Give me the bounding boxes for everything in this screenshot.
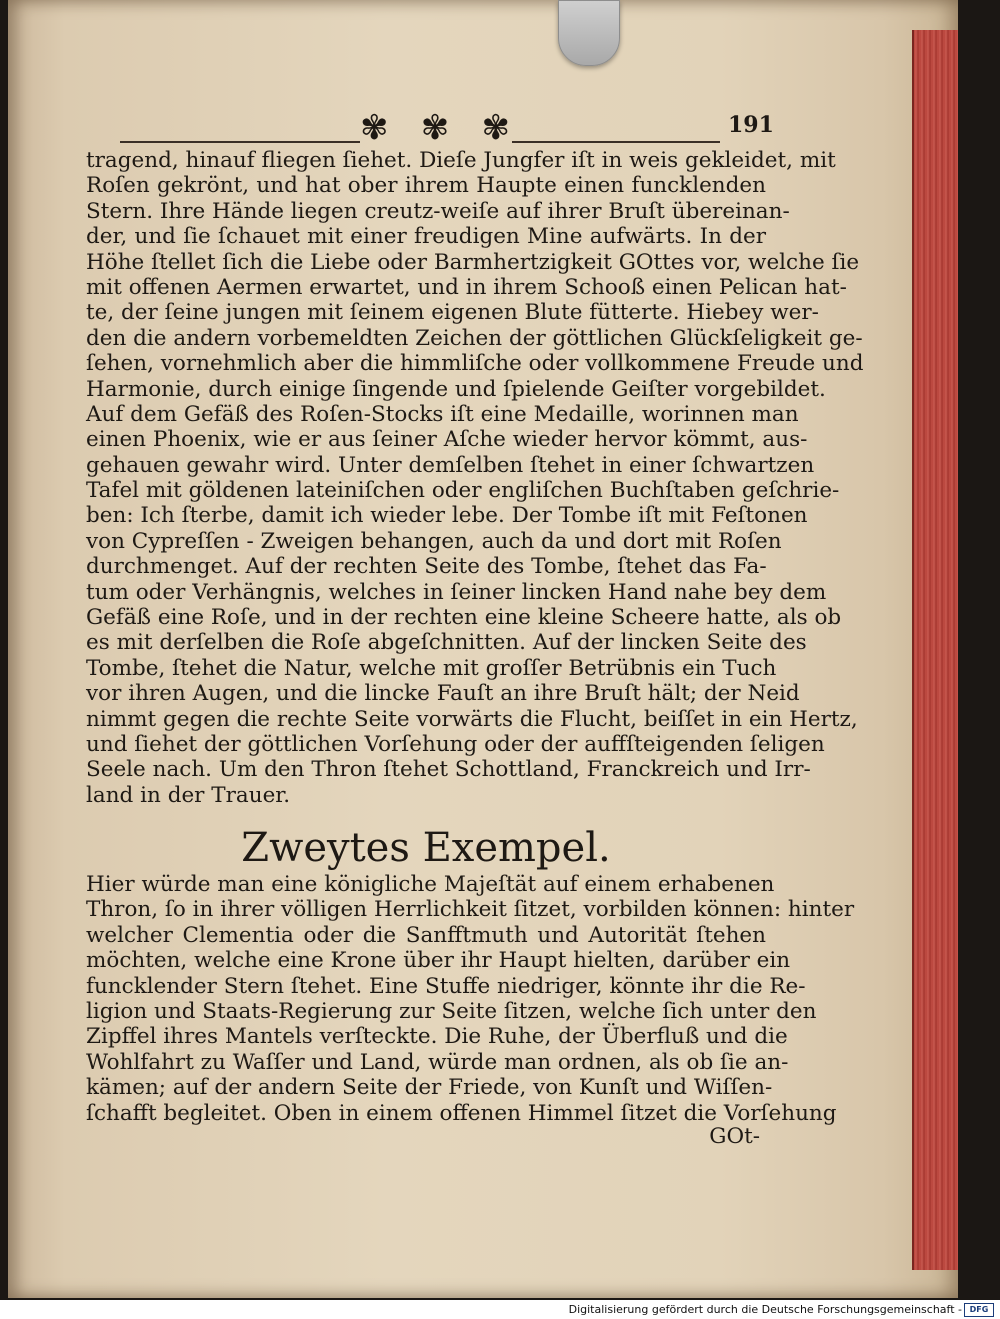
text-line: ben: Ich ſterbe, damit ich wieder lebe. Der Tombe iſt mit Feſtonen [86,503,808,529]
text-line: Auf dem Gefäß des Roſen-Stocks iſt eine Medaille, worinnen man [86,401,799,427]
dfg-logo: DFG [964,1303,994,1317]
text-line: gehauen gewahr wird. Unter demſelben ſtehet in einer ſchwartzen [86,452,815,478]
section-heading: Zweytes Exempel. [241,825,611,871]
text-line: te, der ſeine jungen mit ſeinem eigenen Blute fütterte. Hiebey wer- [86,300,819,326]
text-line: den die andern vorbemeldten Zeichen der göttlichen Glückſeligkeit ge- [86,325,863,351]
text-line: Zipffel ihres Mantels verſteckte. Die Ruhe, der Überfluß und die [86,1024,788,1050]
ornament-icon: ✾ [360,108,389,148]
header-rule-right [512,141,720,143]
text-line: Gefäß eine Roſe, und in der rechten eine kleine Scheere hatte, als ob [86,605,842,631]
text-line: Stern. Ihre Hände liegen creutz-weiſe auf ihrer Bruſt übereinan- [86,198,790,224]
text-line: funcklender Stern ſtehet. Eine Stuffe niedriger, könnte ihr die Re- [86,973,806,999]
text-line: Wohlfahrt zu Waſſer und Land, würde man ordnen, als ob ſie an- [86,1049,789,1075]
footer-bar [0,1300,1000,1319]
text-line: und ſiehet der göttlichen Vorſehung oder der auffſteigenden ſeligen [86,731,825,757]
text-line: vor ihren Augen, und die lincke Fauſt an ihre Bruſt hält; der Neid [86,681,800,707]
text-line: tum oder Verhängnis, welches in ſeiner lincken Hand nahe bey dem [86,579,827,605]
text-line: kämen; auf der andern Seite der Friede, von Kunſt und Wiſſen- [86,1075,773,1101]
footer-credit: Digitalisierung gefördert durch die Deutsche Forschungsgemeinschaft - [568,1303,962,1316]
header-ornaments [360,110,510,146]
text-line: Höhe ſtellet ſich die Liebe oder Barmhertzigkeit GOttes vor, welche ſie [86,249,860,275]
body-text-after-heading [86,872,855,1126]
text-line: ligion und Staats-Regierung zur Seite ſitzen, welche ſich unter den [86,998,817,1024]
text-line: ſehen, vornehmlich aber die himmliſche oder vollkommene Freude und [86,351,864,377]
page-clip [558,0,620,66]
text-line: möchten, welche eine Krone über ihr Haupt hielten, darüber ein [86,948,791,974]
text-line: einen Phoenix, wie er aus ſeiner Aſche wieder hervor kömmt, aus- [86,427,808,453]
text-line: der, und ſie ſchauet mit einer freudigen Mine aufwärts. In der [86,224,766,250]
text-line: Tombe, ſtehet die Natur, welche mit groſſer Betrübnis ein Tuch [86,655,777,681]
text-line: durchmenget. Auf der rechten Seite des Tombe, ſtehet das Fa- [86,554,767,580]
text-line: Seele nach. Um den Thron ſtehet Schottland, Franckreich und Irr- [86,757,811,783]
text-line: Hier würde man eine königliche Majeſtät auf einem erhabenen [86,872,775,897]
catchword: GOt- [709,1124,760,1149]
text-line: es mit derſelben die Roſe abgeſchnitten. Auf der lincken Seite des [86,630,807,656]
ornament-icon: ✾ [420,108,450,148]
ornament-icon: ✾ [481,108,510,148]
text-line: von Cypreſſen - Zweigen behangen, auch da und dort mit Roſen [86,528,782,554]
text-line: tragend, hinauf fliegen ſiehet. Dieſe Jungfer iſt in weis gekleidet, mit [86,148,836,173]
page-edge-red [912,30,958,1270]
text-line: mit offenen Aermen erwartet, und in ihrem Schooß einen Pelican hat- [86,274,847,300]
text-line: ſchafft begleitet. Oben in einem offenen Himmel ſitzet die Vorſehung [86,1100,837,1126]
text-line: Harmonie, durch einige ſingende und ſpielende Geiſter vorgebildet. [86,376,826,402]
text-line: Roſen gekrönt, und hat ober ihrem Haupte einen funcklenden [86,173,766,199]
text-line: nimmt gegen die rechte Seite vorwärts die Flucht, beiſſet in ein Hertz, [86,706,858,732]
body-text-before-heading [86,148,864,808]
text-line: welcher Clementia oder die Sanfftmuth und Autorität ſtehen [86,922,766,948]
header-rule-left [120,141,360,143]
page-number: 191 [728,112,774,138]
text-line: Thron, ſo in ihrer völligen Herrlichkeit ſitzet, vorbilden können: hinter [86,897,855,923]
text-line: land in der Trauer. [86,782,291,808]
text-line: Tafel mit göldenen lateiniſchen oder engliſchen Buchſtaben geſchrie- [86,478,840,504]
